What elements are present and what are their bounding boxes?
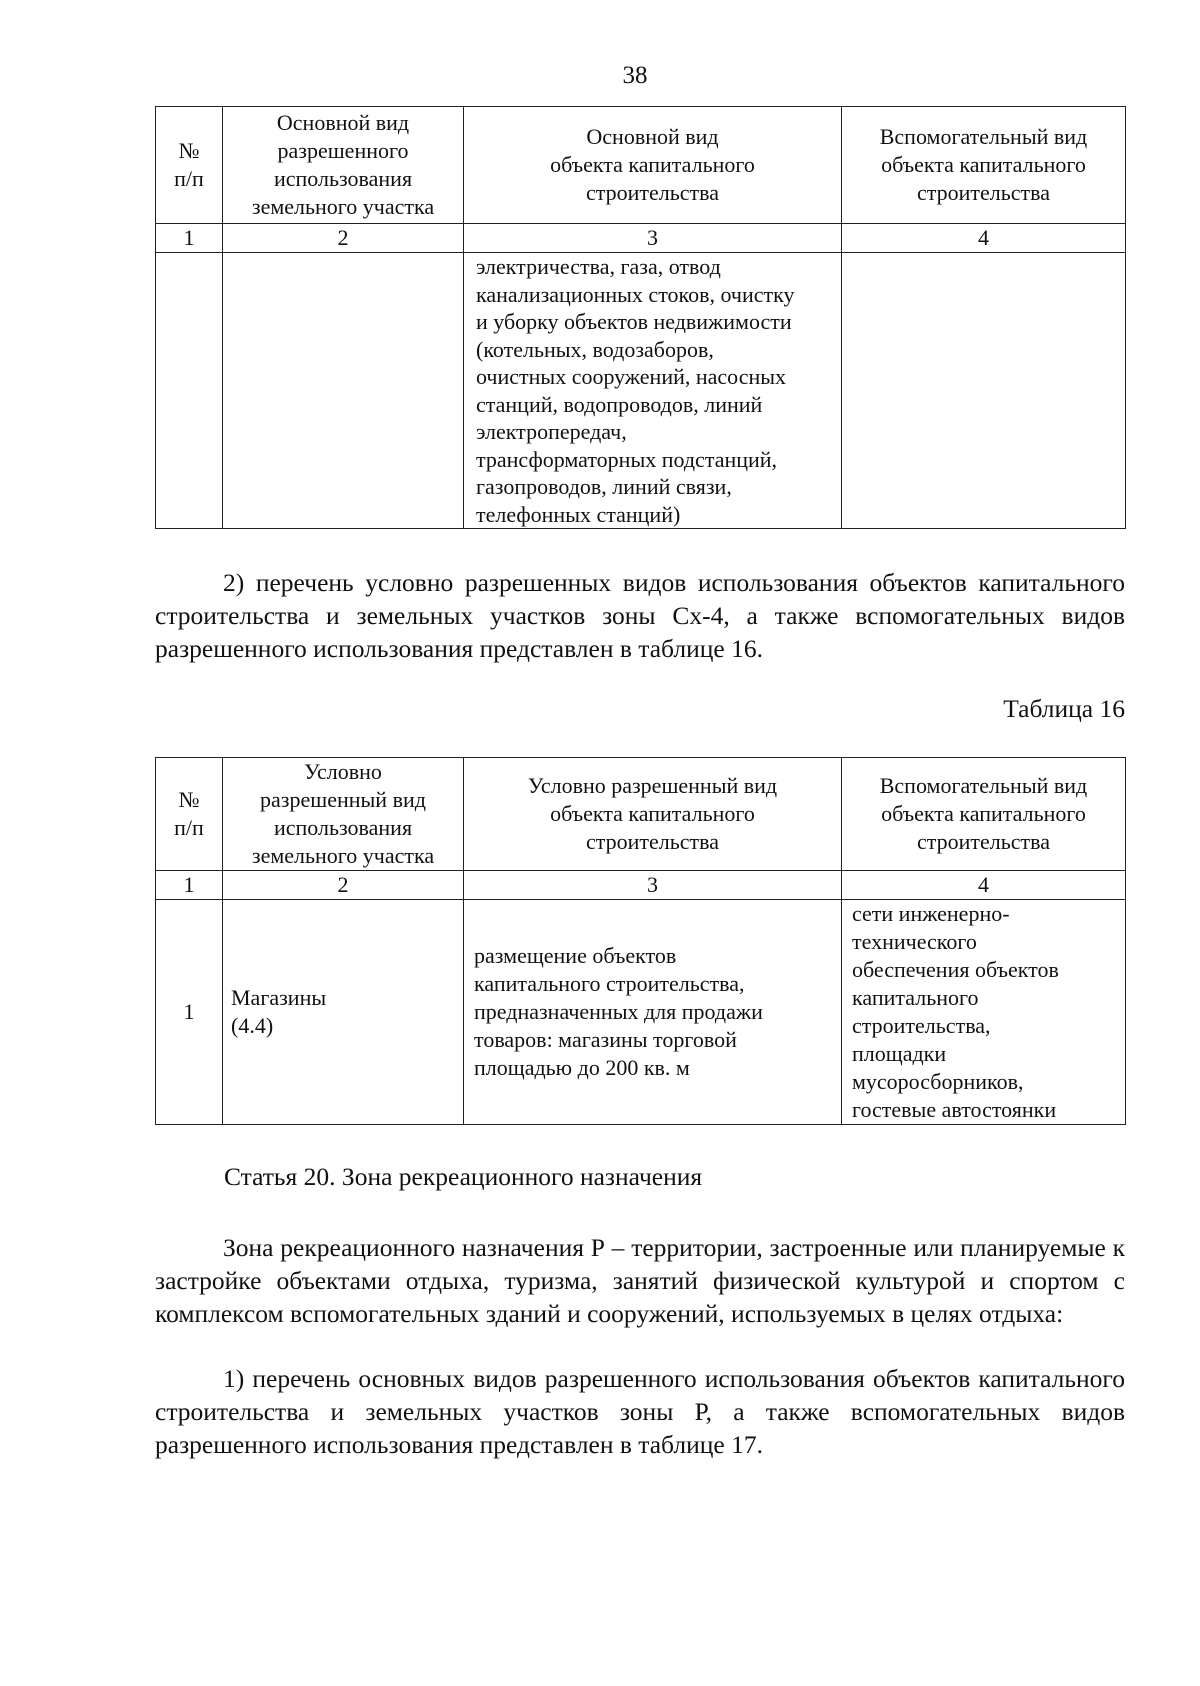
- header-aux-object: Вспомогательный вид объекта капитального строительства: [842, 107, 1126, 224]
- table-row: [156, 900, 1126, 1125]
- column-number-row: [156, 871, 1126, 900]
- paragraph-text: Зона рекреационного назначения Р – территории, застроенные или планируемые к застройке объектами отдыха, туризма, занятий физической культурой и спортом с комплексом вспомогательных зданий и сооружений, используемых в целях отдыха:: [155, 1233, 1125, 1328]
- column-number-row: [156, 224, 1126, 253]
- cell-number: 1: [156, 900, 223, 1125]
- paragraph-text: 2) перечень условно разрешенных видов использования объектов капитального строительства и земельных участков зоны Сх-4, а также вспомогательных видов разрешенного использования представлен в таблице 16.: [155, 568, 1125, 663]
- header-number: № п/п: [156, 107, 223, 224]
- cell-land-use: [223, 253, 464, 529]
- header-conditional-object: Условно разрешенный вид объекта капитального строительства: [464, 758, 842, 871]
- table-row: [156, 253, 1126, 529]
- cell-conditional-object: размещение объектов капитального строительства, предназначенных для продажи товаров: магазины торговой площадью до 200 кв. м: [464, 900, 842, 1125]
- column-number: 2: [223, 224, 464, 253]
- table-header-row: [156, 107, 1126, 224]
- paragraph-text: 1) перечень основных видов разрешенного использования объектов капитального строительства и земельных участков зоны Р, а также вспомогательных видов разрешенного использования представлен в таблице 17.: [155, 1364, 1125, 1459]
- column-number: 2: [223, 871, 464, 900]
- column-number: 4: [842, 224, 1126, 253]
- article-heading: Статья 20. Зона рекреационного назначения: [224, 1162, 703, 1191]
- header-aux-object: Вспомогательный вид объекта капитального строительства: [842, 758, 1126, 871]
- table-caption: Таблица 16: [1003, 694, 1125, 723]
- header-land-use: Основной вид разрешенного использования земельного участка: [223, 107, 464, 224]
- paragraph-conditional-uses: [155, 566, 1125, 665]
- header-main-object: Основной вид объекта капитального строительства: [464, 107, 842, 224]
- header-number: № п/п: [156, 758, 223, 871]
- column-number: 4: [842, 871, 1126, 900]
- column-number: 1: [156, 224, 223, 253]
- page-number: 38: [622, 62, 648, 89]
- cell-land-use: Магазины (4.4): [223, 900, 464, 1125]
- cell-aux-object: сети инженерно- технического обеспечения объектов капитального строительства, площадки мусоросборников, гостевые автостоянки: [842, 900, 1126, 1125]
- cell-aux-object: [842, 253, 1126, 529]
- column-number: 3: [464, 224, 842, 253]
- paragraph-recreation-zone: [155, 1231, 1125, 1330]
- table-16: [155, 757, 1126, 1125]
- table-permitted-uses-continued: [155, 106, 1126, 529]
- cell-number: [156, 253, 223, 529]
- header-land-use: Условно разрешенный вид использования земельного участка: [223, 758, 464, 871]
- column-number: 3: [464, 871, 842, 900]
- cell-main-object: электричества, газа, отвод канализационных стоков, очистку и уборку объектов недвижимости (котельных, водозаборов, очистных сооружений, насосных станций, водопроводов, линий электропередач, трансформаторных подстанций, газопроводов, линий связи, телефонных станций): [464, 253, 842, 529]
- column-number: 1: [156, 871, 223, 900]
- table-header-row: [156, 758, 1126, 871]
- paragraph-main-uses: [155, 1362, 1125, 1461]
